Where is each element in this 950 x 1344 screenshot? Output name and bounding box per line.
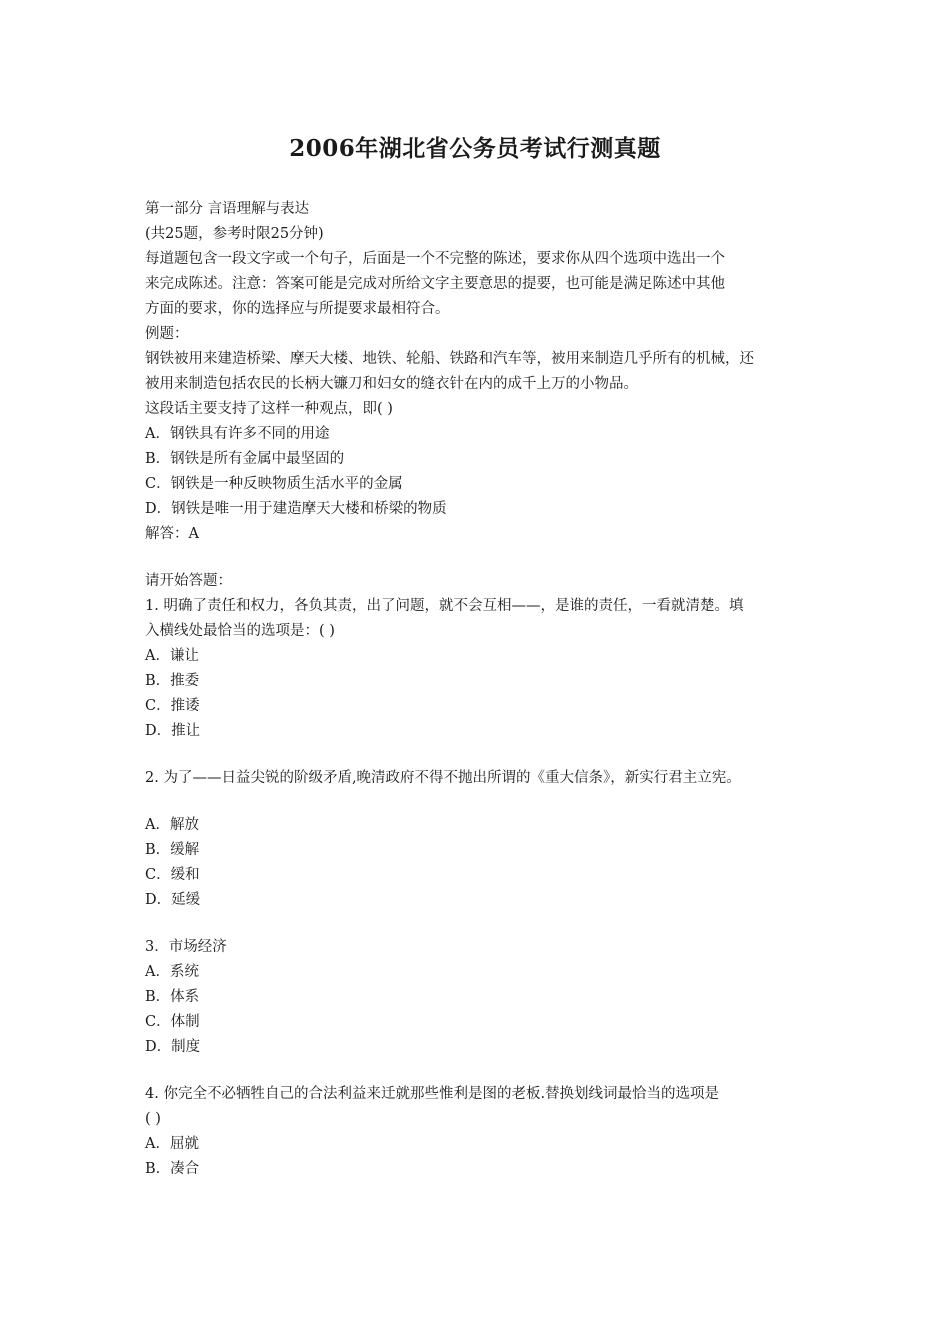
question-option: B．缓解 [145,842,200,858]
example-passage-line: 钢铁被用来建造桥梁、摩天大楼、地铁、轮船、铁路和汽车等，被用来制造几乎所有的机械，还 [145,351,754,367]
question-4 [145,1082,815,1182]
document-body [145,197,815,1182]
spacer [145,791,815,813]
question-option: D．延缓 [145,892,201,908]
question-option: B．体系 [145,989,200,1005]
question-option: B．凑合 [145,1161,200,1177]
question-2 [145,766,815,913]
question-3 [145,935,815,1060]
spacer [145,547,815,569]
example-label: 例题： [145,326,189,342]
question-stem-line: 2. 为了——日益尖锐的阶级矛盾,晚清政府不得不抛出所谓的《重大信条》，新实行君主立宪。 [145,770,741,786]
question-1 [145,594,815,744]
question-count: (共25题，参考时限25分钟) [145,226,324,242]
intro-section [145,197,815,547]
example-option: B．钢铁是所有金属中最坚固的 [145,451,345,467]
example-question: 这段话主要支持了这样一种观点，即( ) [145,401,393,417]
example-answer: 解答：A [145,526,199,542]
question-stem-line: 入横线处最恰当的选项是：( ) [145,623,335,639]
spacer [145,913,815,935]
question-stem-line: 1. 明确了责任和权力，各负其责，出了问题，就不会互相——，是谁的责任，一看就清楚。填 [145,598,744,614]
document-title: 2006年湖北省公务员考试行测真题 [289,135,661,162]
instruction-line: 方面的要求，你的选择应与所提要求最相符合。 [145,301,450,317]
question-option: D．推让 [145,723,201,739]
question-option: D．制度 [145,1039,201,1055]
instruction-line: 每道题包含一段文字或一个句子，后面是一个不完整的陈述，要求你从四个选项中选出一个 [145,251,725,267]
question-option: C．缓和 [145,867,200,883]
question-option: B．推委 [145,673,200,689]
question-option: A．屈就 [145,1136,199,1152]
example-option: D．钢铁是唯一用于建造摩天大楼和桥梁的物质 [145,501,447,517]
example-passage-line: 被用来制造包括农民的长柄大镰刀和妇女的缝衣针在内的成千上万的小物品。 [145,376,638,392]
start-label: 请开始答题： [145,573,232,589]
part-heading: 第一部分 言语理解与表达 [145,201,310,217]
spacer [145,1060,815,1082]
question-option: A．解放 [145,817,199,833]
question-stem-line: 3．市场经济 [145,939,227,955]
example-option: A．钢铁具有许多不同的用途 [145,426,330,442]
question-option: C．推诿 [145,698,200,714]
question-option: A．谦让 [145,648,199,664]
instruction-line: 来完成陈述。注意：答案可能是完成对所给文字主要意思的提要，也可能是满足陈述中其他 [145,276,725,292]
question-stem-line: 4. 你完全不必牺牲自己的合法利益来迁就那些惟利是图的老板.替换划线词最恰当的选项是 [145,1086,720,1102]
question-option: C．体制 [145,1014,200,1030]
question-stem-line: ( ) [145,1111,161,1127]
spacer [145,744,815,766]
question-option: A．系统 [145,964,199,980]
example-option: C．钢铁是一种反映物质生活水平的金属 [145,476,403,492]
